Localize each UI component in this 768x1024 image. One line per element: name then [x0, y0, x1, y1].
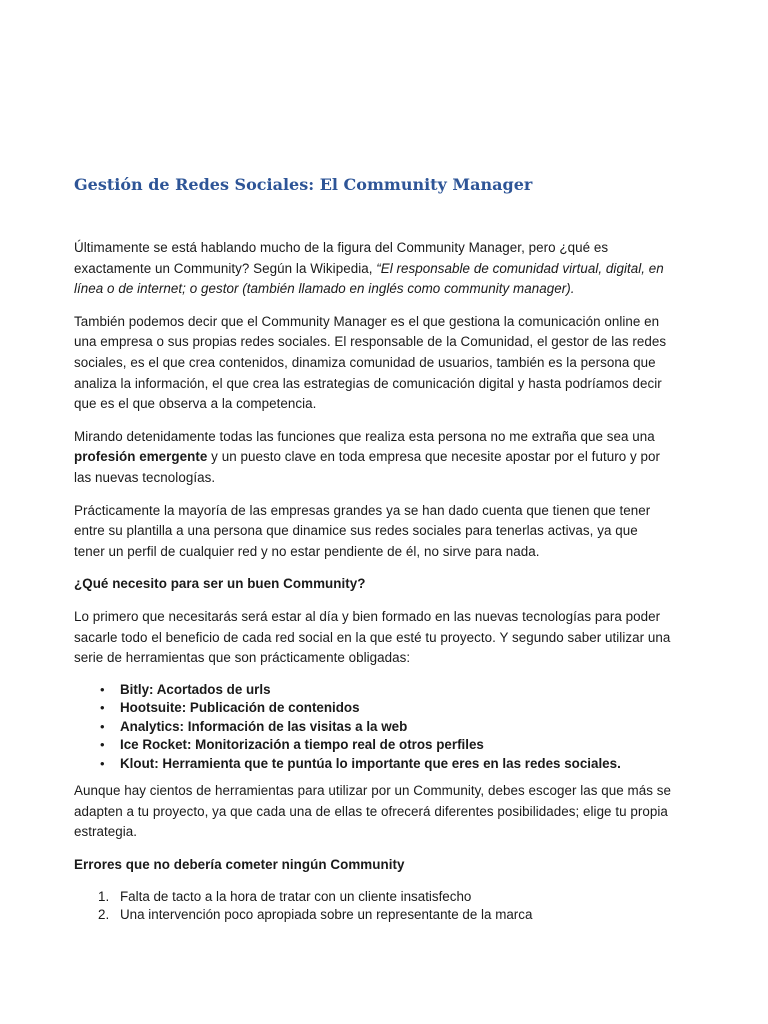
- para3-after: y un puesto clave en toda empresa que necesite apostar por el futuro y por las nuevas tecnologías.: [74, 449, 661, 485]
- bullet-icon: •: [100, 755, 105, 771]
- tools-list: [74, 681, 672, 774]
- bullet-icon: •: [100, 700, 105, 716]
- wikipedia-quote: “El responsable de comunidad virtual, digital, en línea o de internet; o gestor (también llamado en inglés como community manager).: [74, 260, 664, 297]
- list-item: 1. Falta de tacto a la hora de tratar con un cliente insatisfecho: [98, 888, 472, 904]
- paragraph-emerging-profession: [74, 427, 672, 489]
- errors-list: [74, 888, 672, 924]
- list-number: 1.: [98, 888, 110, 904]
- bullet-icon: •: [100, 718, 105, 734]
- paragraph-companies: Prácticamente la mayoría de las empresas grandes ya se han dado cuenta que tienen que tener entre su plantilla a una persona que dinamice sus redes sociales para tenerlas activas, ya que tener un perfil de cualquier red y no estar pendiente de él, no sirve para nada.: [74, 502, 651, 559]
- list-item: 2. Una intervención poco apropiada sobre un representante de la marca: [98, 906, 533, 922]
- emerging-profession-bold: profesión emergente: [74, 449, 208, 465]
- para3-before: Mirando detenidamente todas las funciones que realiza esta persona no me extraña que sea una: [74, 428, 655, 444]
- intro-paragraph: [74, 238, 672, 300]
- paragraph-choose-tools: Aunque hay cientos de herramientas para utilizar por un Community, debes escoger las que más se adapten a tu proyecto, ya que cada una de ellas te ofrecerá diferentes posibilidades; elige tu propia estrategia.: [74, 783, 671, 840]
- list-item: • Ice Rocket: Monitorización a tiempo real de otros perfiles: [100, 736, 672, 755]
- question-heading: ¿Qué necesito para ser un buen Community?: [74, 576, 366, 592]
- intro-text: Últimamente se está hablando mucho de la figura del Community Manager, pero ¿qué es exactamente un Community? Según la Wikipedia,: [74, 240, 609, 276]
- list-item: • Analytics: Información de las visitas a la web: [100, 718, 672, 737]
- bullet-icon: •: [100, 681, 105, 697]
- paragraph-definition: También podemos decir que el Community Manager es el que gestiona la comunicación online en una empresa o sus propias redes sociales. El responsable de la Comunidad, el gestor de las redes sociales, es el que crea contenidos, dinamiza comunidad de usuarios, también es la persona que analiza la información, el que crea las estrategias de comunicación digital y hasta podríamos decir que es el que observa a la competencia.: [74, 313, 667, 412]
- paragraph-requirements: Lo primero que necesitarás será estar al día y bien formado en las nuevas tecnologías para poder sacarle todo el beneficio de cada red social en la que esté tu proyecto. Y segundo saber utilizar una serie de herramientas que son prácticamente obligadas:: [74, 608, 671, 666]
- document-title: Gestión de Redes Sociales: El Community Manager: [74, 175, 533, 194]
- list-number: 2.: [98, 906, 110, 922]
- list-item: • Klout: Herramienta que te puntúa lo importante que eres en las redes sociales.: [100, 755, 672, 774]
- errors-heading: Errores que no debería cometer ningún Community: [74, 856, 405, 872]
- list-item: • Bitly: Acortados de urls: [100, 681, 672, 700]
- list-item: • Hootsuite: Publicación de contenidos: [100, 699, 672, 718]
- bullet-icon: •: [100, 737, 105, 753]
